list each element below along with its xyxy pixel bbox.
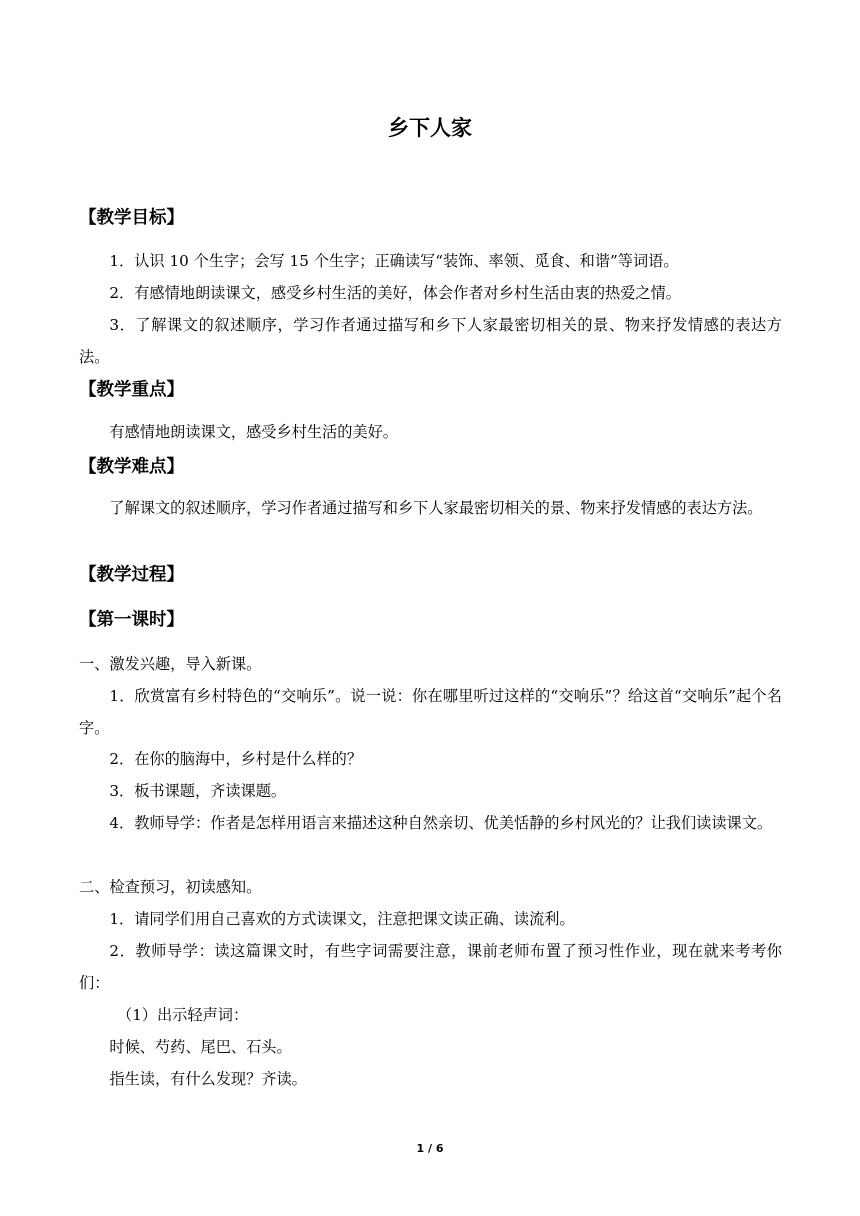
heading-first-lesson: 【第一课时】: [79, 610, 184, 630]
heading-key-points: 【教学重点】: [79, 380, 184, 400]
heading-difficulties: 【教学难点】: [79, 457, 184, 477]
difficulties-text: 了解课文的叙述顺序，学习作者通过描写和乡下人家最密切相关的景、物来抒发情感的表达方法。: [109, 499, 763, 517]
part1-item-4: 4．教师导学：作者是怎样用语言来描述这种自然亲切、优美恬静的乡村风光的？让我们读读课文。: [109, 814, 773, 832]
key-points-text: 有感情地朗读课文，感受乡村生活的美好。: [109, 423, 398, 441]
part1-item-2: 2．在你的脑海中，乡村是什么样的？: [109, 750, 363, 768]
heading-teaching-process: 【教学过程】: [79, 565, 184, 585]
sub-item-task: 指生读，有什么发现？齐读。: [109, 1070, 307, 1088]
sub-item-label: （1）出示轻声词：: [117, 1006, 249, 1024]
goal-item-1: 1．认识 10 个生字；会写 15 个生字；正确读写“装饰、率领、觅食、和谐”等词语。: [109, 252, 679, 270]
part1-item-1: 1．欣赏富有乡村特色的“交响乐”。说一说：你在哪里听过这样的“交响乐”？给这首“交响乐”起个名字。: [79, 687, 782, 737]
heading-teaching-goals: 【教学目标】: [79, 208, 184, 228]
sub-item-words: 时候、芍药、尾巴、石头。: [109, 1038, 292, 1056]
goal-item-3: 3．了解课文的叙述顺序，学习作者通过描写和乡下人家最密切相关的景、物来抒发情感的表达方法。: [79, 316, 782, 366]
document-title: 乡下人家: [388, 116, 472, 140]
part1-heading: 一、激发兴趣，导入新课。: [79, 655, 262, 673]
part2-item-2: 2．教师导学：读这篇课文时，有些字词需要注意，课前老师布置了预习性作业，现在就来考考你们：: [79, 942, 782, 992]
page-number: 1 / 6: [416, 1142, 444, 1155]
part2-heading: 二、检查预习，初读感知。: [79, 878, 262, 896]
part2-item-1: 1．请同学们用自己喜欢的方式读课文，注意把课文读正确、读流利。: [109, 910, 575, 928]
part1-item-3: 3．板书课题，齐读课题。: [109, 782, 287, 800]
goal-item-2: 2．有感情地朗读课文，感受乡村生活的美好，体会作者对乡村生活由衷的热爱之情。: [109, 284, 681, 302]
